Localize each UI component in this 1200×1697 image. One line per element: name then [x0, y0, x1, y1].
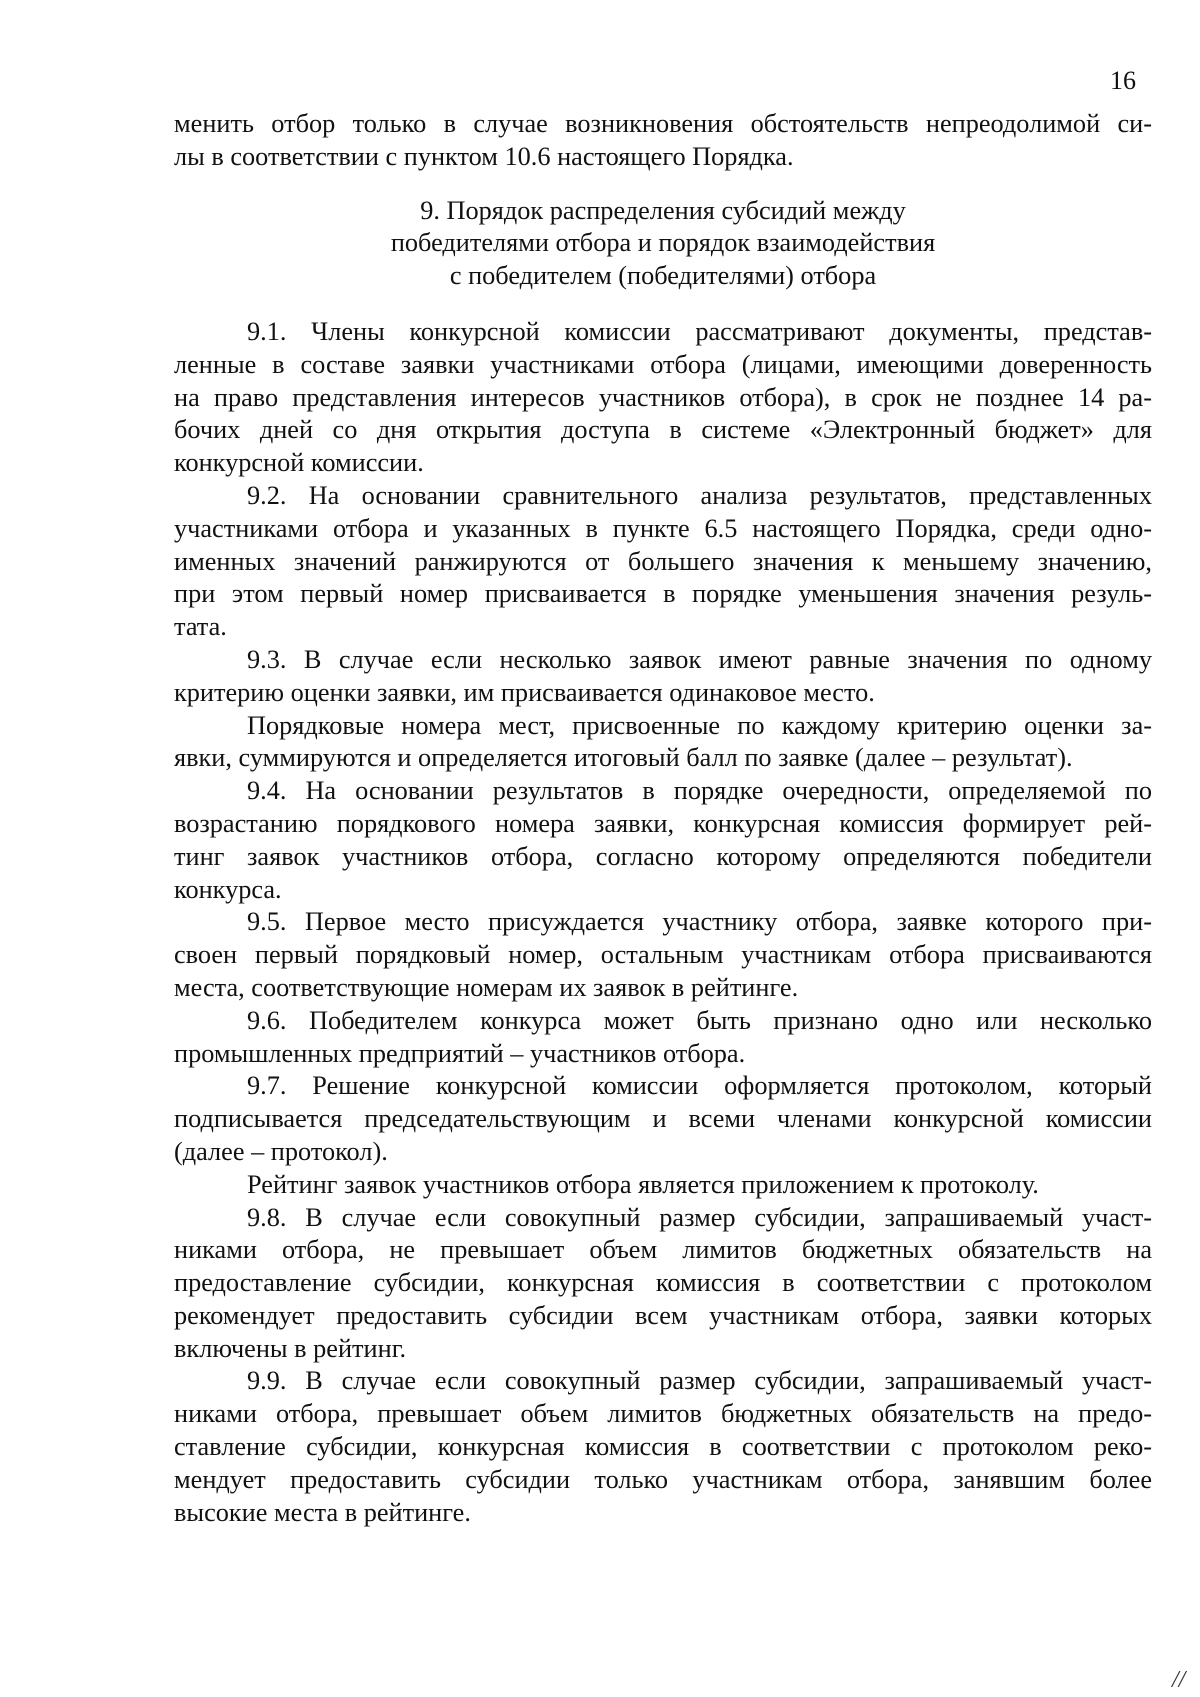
text-line: конкурсной комиссии. [174, 448, 424, 478]
text-line: менить отбор только в случае возникновения обстоятельств непреодолимой си- [174, 109, 1152, 138]
text-line: рекомендует предоставить субсидии всем участникам отбора, заявки которых [174, 1300, 1152, 1330]
text-line: ленные в составе заявки участниками отбора (лицами, имеющими доверенность [174, 349, 1152, 379]
paragraph [174, 906, 1152, 1004]
text-line: возрастанию порядкового номера заявки, конкурсная комиссия формирует рей- [174, 808, 1152, 838]
text-line: явки, суммируются и определяется итоговый балл по заявке (далее – результат). [174, 743, 1073, 773]
text-line: участниками отбора и указанных в пункте 6.5 настоящего Порядка, среди одно- [174, 513, 1152, 543]
page-number: 16 [1110, 66, 1136, 95]
text-line: 9.2. На основании сравнительного анализа результатов, представленных [247, 480, 1152, 510]
text-line: конкурса. [174, 874, 282, 904]
text-line: тинг заявок участников отбора, согласно которому определяются победители [174, 841, 1152, 871]
text-line: Порядковые номера мест, присвоенные по каждому критерию оценки за- [247, 710, 1152, 740]
paragraph [174, 1005, 1152, 1071]
paragraph [174, 1202, 1152, 1366]
text-line: подписывается председательствующим и всеми членами конкурсной комиссии [174, 1104, 1152, 1134]
handwritten-mark: // [1172, 1667, 1186, 1693]
text-line: 9.4. На основании результатов в порядке очередности, определяемой по [247, 776, 1152, 806]
heading-line: 9. Порядок распределения субсидий между [420, 195, 906, 225]
text-line: 9.8. В случае если совокупный размер субсидии, запрашиваемый участ- [247, 1202, 1152, 1232]
text-line: никами отбора, не превышает объем лимитов бюджетных обязательств на [174, 1235, 1152, 1265]
text-line: 9.1. Члены конкурсной комиссии рассматривают документы, представ- [247, 316, 1152, 346]
document-body [174, 108, 1152, 1529]
paragraph [174, 316, 1152, 480]
text-line: промышленных предприятий – участников отбора. [174, 1038, 746, 1068]
paragraph-list [174, 316, 1152, 1529]
text-line: при этом первый номер присваивается в порядке уменьшения значения резуль- [174, 579, 1152, 609]
text-line: ставление субсидии, конкурсная комиссия в соответствии с протоколом реко- [174, 1432, 1152, 1462]
intro-paragraph [174, 108, 1152, 174]
text-line: критерию оценки заявки, им присваивается одинаковое место. [174, 677, 875, 707]
paragraph [174, 644, 1152, 710]
text-line: мендует предоставить субсидии только участникам отбора, занявшим более [174, 1464, 1152, 1494]
paragraph [174, 775, 1152, 906]
text-line: 9.5. Первое место присуждается участнику отбора, заявке которого при- [247, 907, 1152, 937]
heading-line: победителями отбора и порядок взаимодействия [390, 228, 936, 258]
text-line: 9.6. Победителем конкурса может быть признано одно или несколько [247, 1005, 1152, 1035]
text-line: никами отбора, превышает объем лимитов бюджетных обязательств на предо- [174, 1399, 1152, 1429]
text-line: на право представления интересов участников отбора), в срок не позднее 14 ра- [174, 382, 1152, 412]
paragraph [174, 1169, 1152, 1202]
text-line: предоставление субсидии, конкурсная комиссия в соответствии с протоколом [174, 1268, 1152, 1298]
text-line: 9.3. В случае если несколько заявок имеют равные значения по одному [247, 644, 1152, 674]
paragraph [174, 1365, 1152, 1529]
text-line: включены в рейтинг. [174, 1333, 407, 1363]
text-line: высокие места в рейтинге. [174, 1497, 471, 1527]
text-line: 9.7. Решение конкурсной комиссии оформляется протоколом, который [247, 1071, 1152, 1101]
paragraph [174, 1070, 1152, 1168]
text-line: своен первый порядковый номер, остальным участникам отбора присваиваются [174, 940, 1152, 970]
text-line: Рейтинг заявок участников отбора является приложением к протоколу. [247, 1169, 1039, 1199]
paragraph [174, 710, 1152, 776]
text-line: лы в соответствии с пунктом 10.6 настоящего Порядка. [174, 141, 794, 171]
section-heading [174, 195, 1152, 293]
text-line: именных значений ранжируются от большего значения к меньшему значению, [174, 546, 1152, 576]
text-line: 9.9. В случае если совокупный размер субсидии, запрашиваемый участ- [247, 1366, 1152, 1396]
text-line: места, соответствующие номерам их заявок в рейтинге. [174, 972, 799, 1002]
paragraph [174, 480, 1152, 644]
text-line: бочих дней со дня открытия доступа в системе «Электронный бюджет» для [174, 415, 1152, 445]
text-line: тата. [174, 612, 227, 642]
text-line: (далее – протокол). [174, 1136, 388, 1166]
heading-line: с победителем (победителями) отбора [449, 261, 877, 291]
